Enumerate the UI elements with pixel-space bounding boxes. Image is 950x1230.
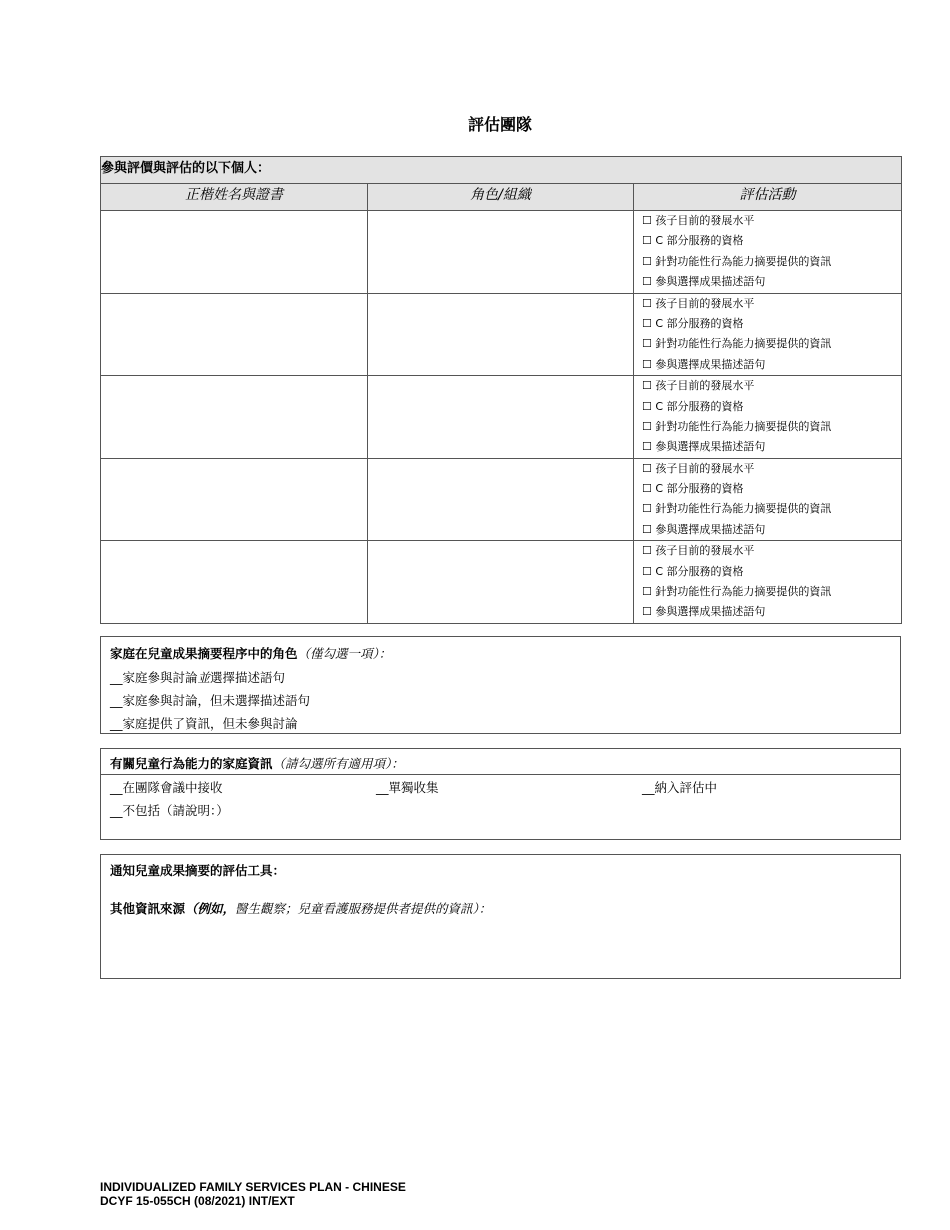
activity-checkbox-item[interactable]	[634, 541, 901, 561]
activity-label: C 部分服務的資格	[655, 482, 744, 496]
activity-checkbox-item[interactable]	[634, 231, 901, 251]
family-info-option-4[interactable]: __不包括（請說明：）	[110, 803, 229, 818]
activity-label: C 部分服務的資格	[655, 564, 744, 578]
family-role-option-3[interactable]: __家庭提供了資訊，但未參與討論	[110, 716, 298, 731]
activity-checkbox-item[interactable]	[634, 437, 901, 457]
evaluator-row	[101, 211, 902, 294]
activity-label: C 部分服務的資格	[655, 399, 744, 413]
evaluator-name-cell[interactable]	[101, 211, 368, 294]
checkbox-icon[interactable]: ☐	[642, 419, 652, 433]
activity-checkbox-item[interactable]	[634, 252, 901, 272]
activity-checkbox-item[interactable]	[634, 211, 901, 231]
checkbox-icon[interactable]: ☐	[642, 461, 652, 475]
checkbox-icon[interactable]: ☐	[642, 254, 652, 268]
activity-checkbox-item[interactable]	[634, 397, 901, 417]
evaluator-row	[101, 376, 902, 459]
activity-checkbox-item[interactable]	[634, 562, 901, 582]
checkbox-icon[interactable]: ☐	[642, 379, 652, 393]
activity-checkbox-item[interactable]	[634, 417, 901, 437]
evaluator-activities-cell	[634, 458, 902, 541]
other-sources-line: 其他資訊來源（例如，醫生觀察；兒童看護服務提供者提供的資訊）：	[110, 901, 492, 916]
activity-label: 孩子目前的發展水平	[655, 214, 755, 227]
activity-label: 孩子目前的發展水平	[655, 461, 755, 475]
family-info-option-1[interactable]: __在團隊會議中接收	[110, 780, 223, 795]
evaluator-role-cell[interactable]	[368, 541, 634, 624]
evaluator-activities-cell	[634, 293, 902, 376]
activity-checkbox-item[interactable]	[634, 582, 901, 602]
activity-label: 參與選擇成果描述語句	[655, 522, 766, 536]
evaluator-activities-cell	[634, 541, 902, 624]
checkbox-icon[interactable]: ☐	[642, 316, 652, 330]
checkbox-icon[interactable]: ☐	[642, 357, 652, 371]
evaluator-name-cell[interactable]	[101, 541, 368, 624]
evaluators-table-header: 參與評價與評估的以下個人：	[101, 157, 902, 184]
activity-label: C 部分服務的資格	[655, 234, 744, 248]
evaluator-row	[101, 293, 902, 376]
activity-label: 孩子目前的發展水平	[655, 544, 755, 558]
family-info-option-3[interactable]: __納入評估中	[642, 780, 718, 795]
checkbox-icon[interactable]: ☐	[642, 440, 652, 454]
assessment-tools-heading: 通知兒童成果摘要的評估工具：	[110, 863, 286, 878]
checkbox-icon[interactable]: ☐	[642, 585, 652, 599]
family-role-heading: 家庭在兒童成果摘要程序中的角色（僅勾選一項）：	[110, 646, 392, 661]
evaluator-role-cell[interactable]	[368, 211, 634, 294]
activity-label: 參與選擇成果描述語句	[655, 357, 766, 371]
activity-label: 針對功能性行為能力摘要提供的資訊	[655, 502, 832, 516]
activity-checkbox-item[interactable]	[634, 376, 901, 396]
activity-label: 孩子目前的發展水平	[655, 379, 755, 393]
activity-label: 孩子目前的發展水平	[655, 296, 755, 310]
footer-form-name: INDIVIDUALIZED FAMILY SERVICES PLAN - CHINESE	[100, 1180, 406, 1194]
activity-checkbox-item[interactable]	[634, 602, 901, 622]
evaluator-role-cell[interactable]	[368, 376, 634, 459]
checkbox-icon[interactable]: ☐	[642, 605, 652, 619]
activity-checkbox-item[interactable]	[634, 520, 901, 540]
activity-label: 針對功能性行為能力摘要提供的資訊	[655, 337, 832, 351]
checkbox-icon[interactable]: ☐	[642, 234, 652, 248]
family-role-option-1[interactable]: __家庭參與討論並選擇描述語句	[110, 670, 286, 685]
activity-checkbox-item[interactable]	[634, 459, 901, 479]
activity-label: 參與選擇成果描述語句	[655, 605, 766, 619]
checkbox-icon[interactable]: ☐	[642, 337, 652, 351]
evaluator-name-cell[interactable]	[101, 458, 368, 541]
activity-checkbox-item[interactable]	[634, 479, 901, 499]
family-role-section	[100, 636, 901, 734]
activity-checkbox-item[interactable]	[634, 334, 901, 354]
evaluator-name-cell[interactable]	[101, 376, 368, 459]
checkbox-icon[interactable]: ☐	[642, 564, 652, 578]
column-header-activities: 評估活動	[634, 184, 902, 211]
family-info-heading: 有關兒童行為能力的家庭資訊（請勾選所有適用項）：	[110, 756, 404, 771]
checkbox-icon[interactable]: ☐	[642, 296, 652, 310]
activity-label: 參與選擇成果描述語句	[655, 440, 766, 454]
checkbox-icon[interactable]: ☐	[642, 482, 652, 496]
evaluator-role-cell[interactable]	[368, 458, 634, 541]
page-title: 評估團隊	[467, 115, 532, 134]
activity-checkbox-item[interactable]	[634, 294, 901, 314]
evaluator-role-cell[interactable]	[368, 293, 634, 376]
activity-label: 針對功能性行為能力摘要提供的資訊	[655, 419, 832, 433]
family-info-option-2[interactable]: __單獨收集	[376, 780, 439, 795]
evaluator-activities-cell	[634, 376, 902, 459]
checkbox-icon[interactable]: ☐	[642, 399, 652, 413]
activity-checkbox-item[interactable]	[634, 272, 901, 292]
checkbox-icon[interactable]: ☐	[642, 214, 652, 227]
activity-label: 針對功能性行為能力摘要提供的資訊	[655, 254, 832, 268]
checkbox-icon[interactable]: ☐	[642, 522, 652, 536]
activity-checkbox-item[interactable]	[634, 355, 901, 375]
family-role-option-2[interactable]: __家庭參與討論，但未選擇描述語句	[110, 693, 311, 708]
evaluator-name-cell[interactable]	[101, 293, 368, 376]
evaluator-row	[101, 541, 902, 624]
evaluators-table	[100, 156, 902, 624]
activity-label: 參與選擇成果描述語句	[655, 275, 766, 289]
assessment-tools-section	[100, 854, 901, 979]
activity-checkbox-item[interactable]	[634, 314, 901, 334]
activity-label: 針對功能性行為能力摘要提供的資訊	[655, 585, 832, 599]
family-info-section	[100, 748, 901, 840]
column-header-name: 正楷姓名與證書	[101, 184, 368, 211]
column-header-role: 角色/組織	[368, 184, 634, 211]
checkbox-icon[interactable]: ☐	[642, 502, 652, 516]
activity-checkbox-item[interactable]	[634, 499, 901, 519]
evaluator-activities-cell	[634, 211, 902, 294]
checkbox-icon[interactable]: ☐	[642, 544, 652, 558]
activity-label: C 部分服務的資格	[655, 316, 744, 330]
form-footer	[100, 1180, 406, 1208]
footer-form-number: DCYF 15-055CH (08/2021) INT/EXT	[100, 1194, 295, 1208]
family-info-divider	[101, 774, 900, 775]
checkbox-icon[interactable]: ☐	[642, 275, 652, 289]
evaluator-row	[101, 458, 902, 541]
